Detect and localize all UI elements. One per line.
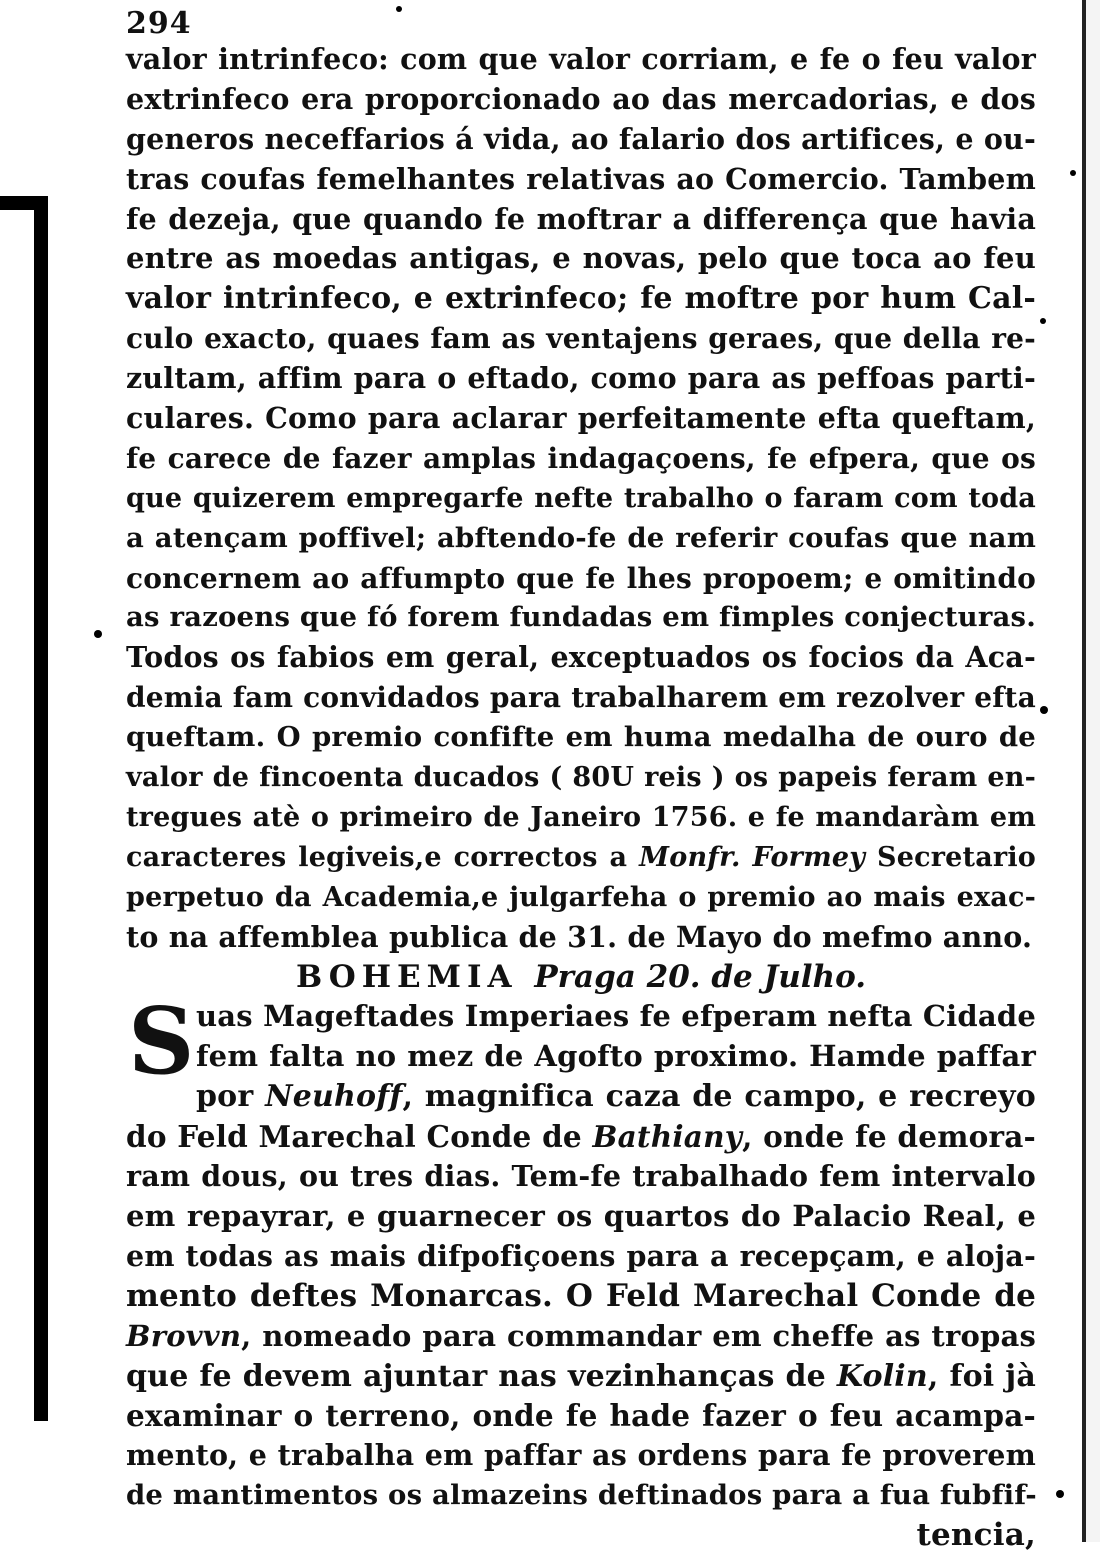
text-run: , nomeado para commandar em cheffe as tropas [241,1318,1036,1353]
text-line: generos neceffarios á vida, ao falario dos artifices, e ou- [126,121,1036,156]
scan-edge-right [1082,0,1100,1542]
person-name: Brovvn [126,1318,242,1353]
text-line: fem falta no mez de Agofto proximo. Hamde paffar [196,1039,1036,1074]
text-run: do Feld Marechal Conde de [126,1119,593,1155]
text-line: valor de fincoenta ducados ( 80U reis ) os papeis feram en- [126,762,1036,794]
stray-mark [1056,1490,1064,1498]
text-line: tras coufas femelhantes relativas ao Comercio. Tambem [126,161,1036,196]
dateline-heading [126,957,1036,997]
text-line: entre as moedas antigas, e novas, pelo que toca ao feu [126,241,1036,276]
text-line: culo exacto, quaes fam as ventajens geraes, que della re- [126,322,1036,356]
text-line [126,838,1036,878]
catchword: tencia, [916,1517,1036,1554]
place-name: Neuhoff [265,1079,403,1115]
text-line: em todas as mais difpofiçoens para a recepçam, e aloja- [126,1238,1036,1273]
text-line: zultam, affim para o eftado, como para as peffoas parti- [126,361,1036,396]
page-number: 294 [126,6,192,41]
text-run: , foi jà [927,1358,1036,1394]
text-run: , magnifica caza de campo, e recreyo [402,1079,1036,1115]
text-line: demia fam convidados para trabalharem em rezolver efta [126,681,1036,715]
paragraph-3 [126,987,1037,1555]
text-line: examinar o terreno, onde fe hade fazer o feu acampa- [126,1398,1036,1434]
text-line [126,1077,1036,1117]
stray-mark [1070,170,1076,176]
person-name: Bathiany [592,1119,743,1155]
text-column [126,8,1036,1556]
text-line: to na affemblea publica de 31. de Mayo do mefmo anno. [126,919,1033,954]
text-line: em repayrar, e guarnecer os quartos do Palacio Real, e [126,1198,1036,1233]
text-line: concernem ao affumpto que fe lhes propoem; e omitindo [126,561,1036,595]
text-line: valor intrinfeco, e extrinfeco; fe moftre por hum Cal- [126,281,1036,317]
text-line [126,1357,1036,1397]
text-run: , onde fe demora- [742,1119,1036,1155]
text-line: culares. Como para aclarar perfeitamente efta queftam, [126,401,1036,436]
city-date: Praga 20. de Julho. [534,959,867,996]
text-line: mento, e trabalha em paffar as ordens para fe proverem [126,1438,1036,1473]
text-line: tregues atè o primeiro de Janeiro 1756. e fe mandaràm em [126,801,1036,833]
paragraph-2 [126,638,1036,957]
place-name: Kolin [836,1358,928,1394]
paragraph-1 [126,40,1036,638]
text-line: fe dezeja, que quando fe moftrar a differença que havia [126,201,1036,236]
text-line: fe carece de fazer amplas indagaçoens, fe efpera, que os [126,441,1036,475]
text-run: caracteres legiveis,e correctos a [126,841,640,873]
text-line: de mantimentos os almazeins deftinados para a fua fubfif- [126,1479,1037,1512]
region-name: BOHEMIA [295,959,518,996]
text-line: uas Mageftades Imperiaes fe efperam nefta Cidade [196,999,1036,1034]
text-run: por [196,1079,266,1115]
text-line: mento deftes Monarcas. O Feld Marechal Conde de [126,1277,1036,1314]
text-line: ram dous, ou tres dias. Tem-fe trabalhado fem intervalo [126,1159,1036,1194]
text-line: queftam. O premio confifte em huma medalha de ouro de [126,721,1036,754]
stray-mark [1040,318,1046,324]
text-line: que quizerem empregarfe nefte trabalho o faram com toda [126,482,1036,514]
text-line: as razoens que fó forem fundadas em fimples conjecturas. [126,601,1036,634]
drop-cap: S [128,987,195,1096]
stray-mark [1040,706,1048,714]
text-line [126,1317,1036,1357]
text-line: Todos os fabios em geral, exceptuados os focios da Aca- [126,640,1036,675]
text-line [126,1117,1036,1157]
person-name: Monfr. Formey [639,841,866,873]
text-line: perpetuo da Academia,e julgarfeha o premio ao mais exac- [126,881,1036,913]
text-line: valor intrinfeco: com que valor corriam, e fe o feu valor [126,42,1036,76]
text-line: extrinfeco era proporcionado ao das mercadorias, e dos [126,81,1036,116]
text-line: a atençam poffivel; abftendo-fe de referir coufas que nam [126,521,1036,554]
scan-edge-bracket [0,196,48,1421]
stray-mark [94,630,102,638]
text-run: Secretario [865,841,1037,873]
text-run: que fe devem ajuntar nas vezinhanças de [126,1358,837,1394]
